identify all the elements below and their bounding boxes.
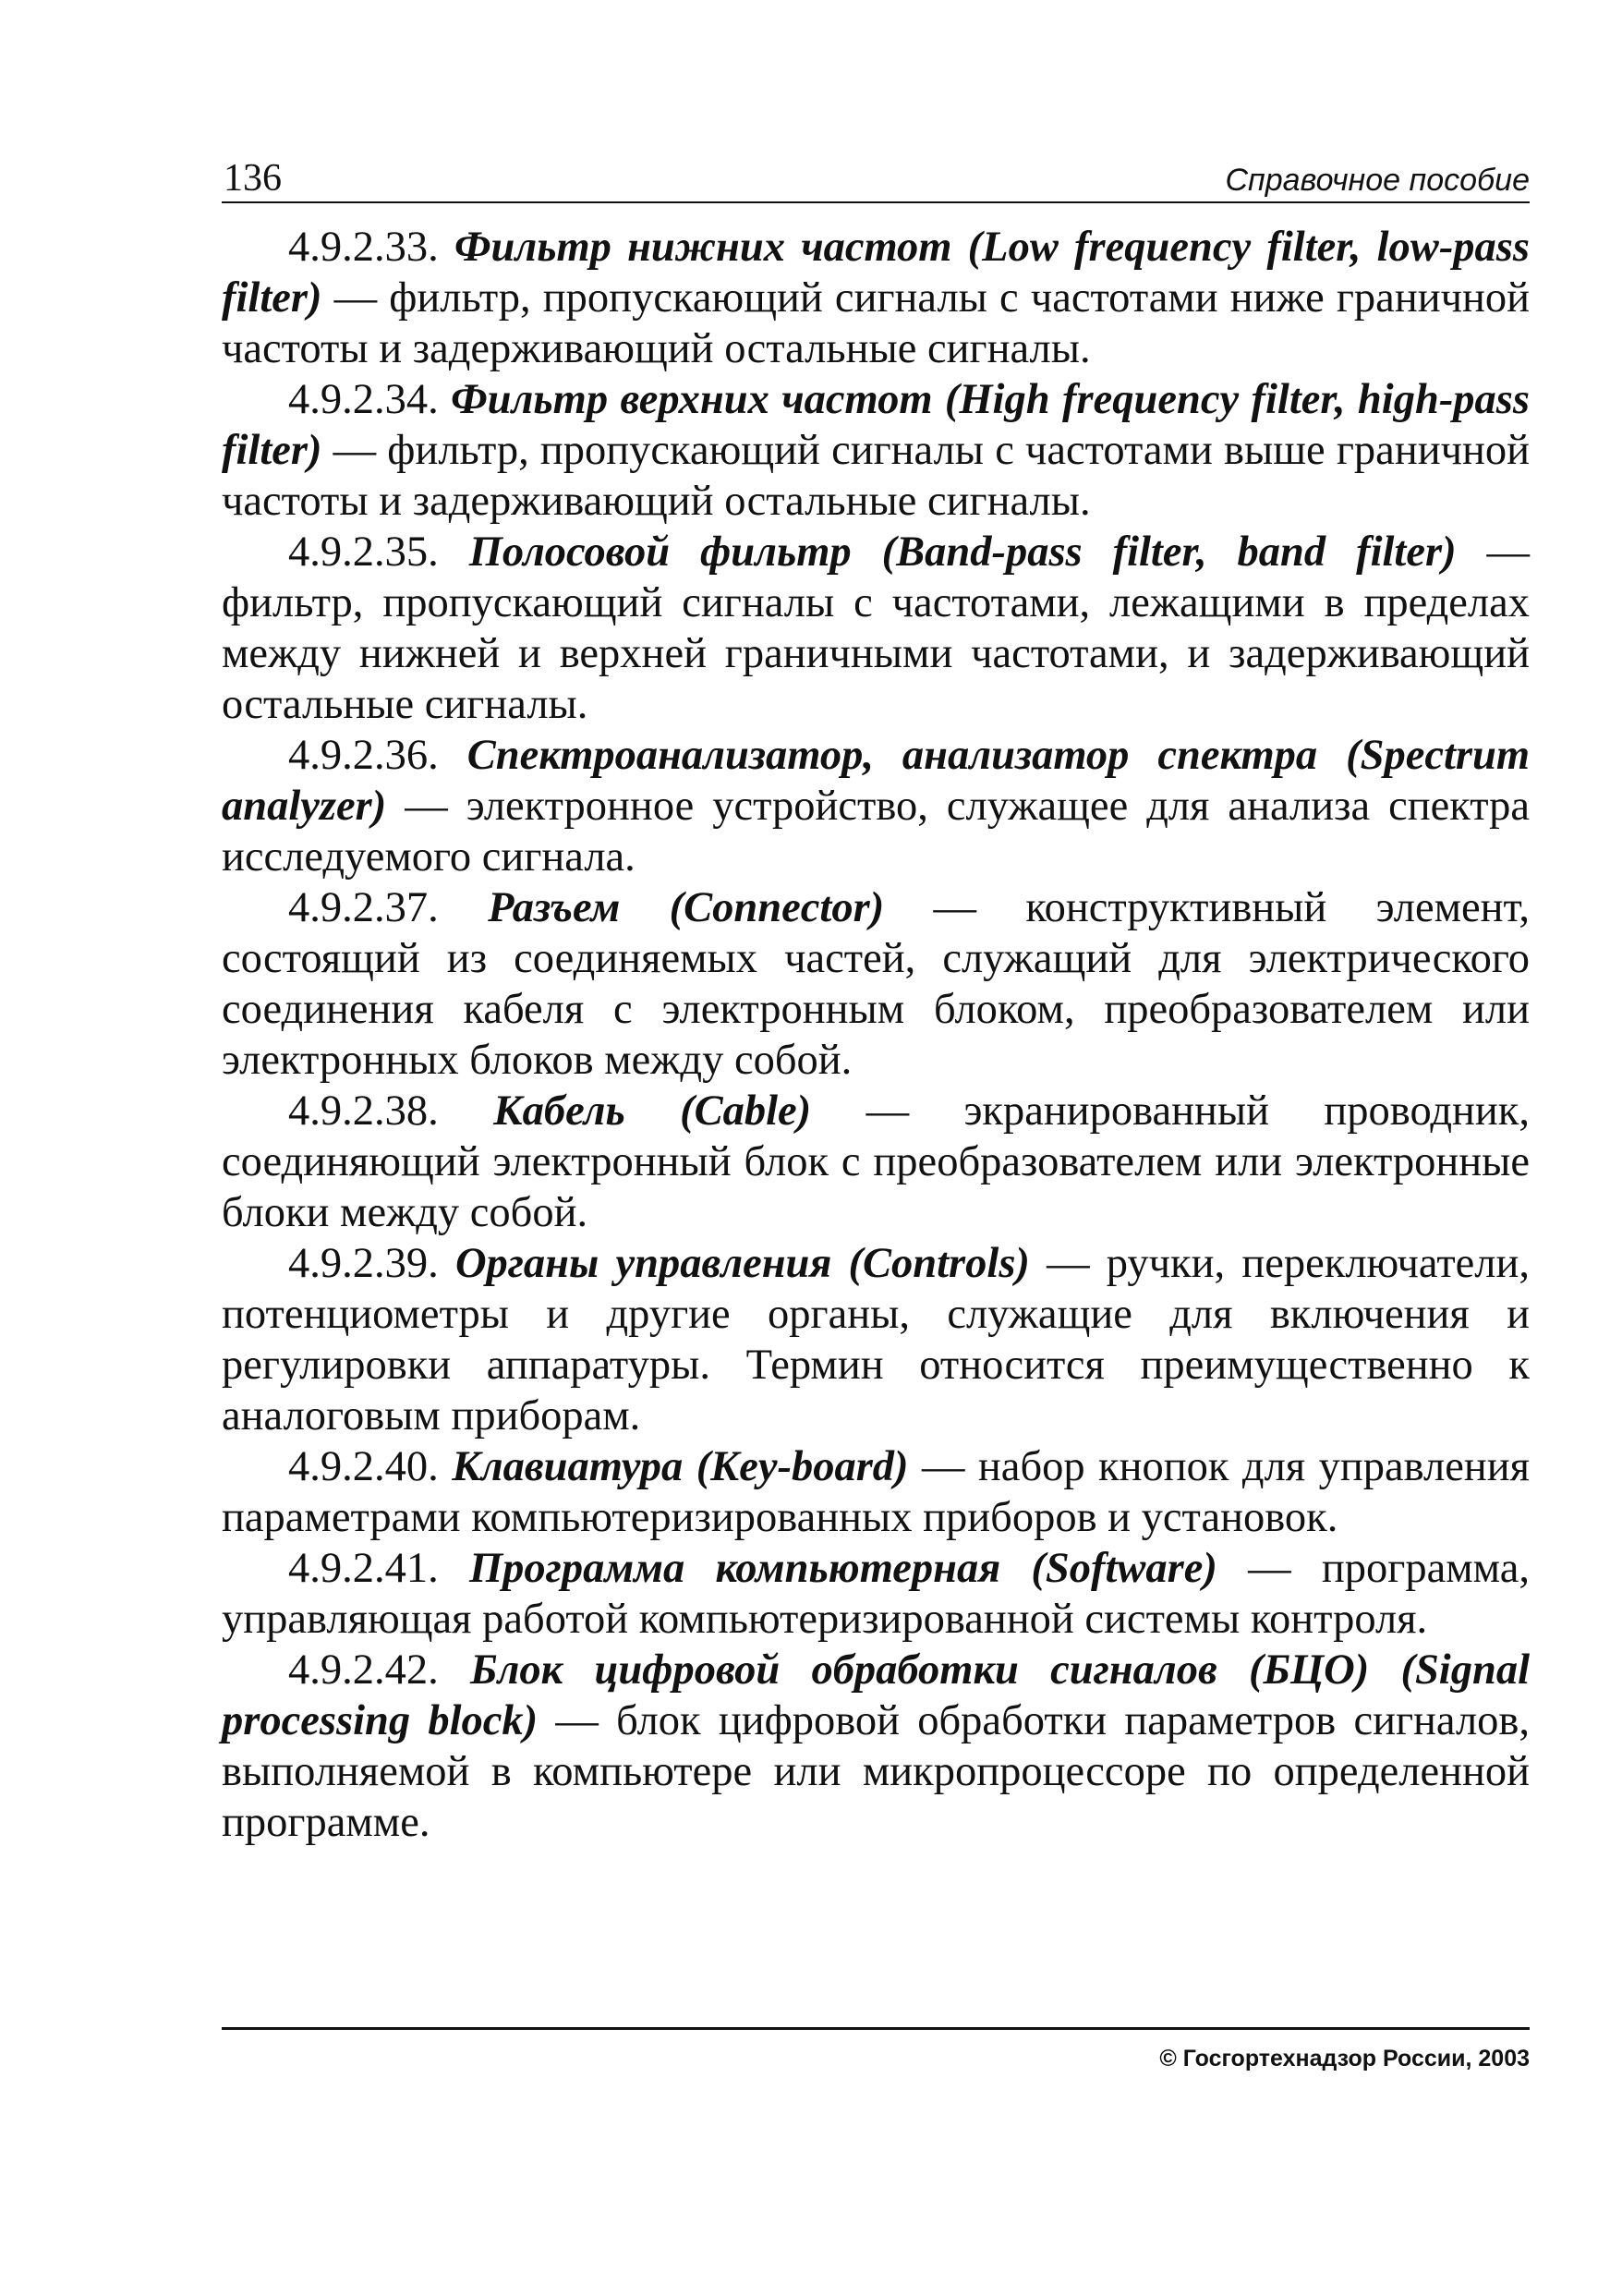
glossary-entry — [222, 1645, 1530, 1848]
entry-number: 4.9.2.35. — [288, 528, 439, 576]
entry-term: Разъем (Connector) — [488, 884, 885, 931]
glossary-entry — [222, 730, 1530, 882]
entry-term: Органы управления (Controls) — [454, 1240, 1030, 1287]
entry-term: Блок цифровой обработки сигналов (БЦО) (Signal processing block) — [222, 1646, 1531, 1744]
entry-definition: — конструктивный элемент, состоящий из соединяемых частей, служащий для электрического соединения кабеля с электронным блоком, преобразователем или электронных блоков между собой. — [222, 884, 1531, 1084]
glossary-entry — [222, 222, 1530, 374]
entry-number: 4.9.2.38. — [288, 1087, 439, 1135]
entry-number: 4.9.2.42. — [288, 1646, 439, 1694]
glossary-entry — [222, 527, 1530, 730]
glossary-entry — [222, 374, 1530, 527]
entry-number: 4.9.2.34. — [288, 376, 439, 423]
entry-definition: — фильтр, пропускающий сигналы с частотами, лежащими в пределах между нижней и верхней граничными частотами, и задерживающий остальные сигналы. — [222, 528, 1530, 728]
page-header — [222, 155, 1530, 203]
entry-definition: — ручки, переключатели, потенциометры и другие органы, служащие для включения и регулировки аппаратуры. Термин относится преимущественно к аналоговым приборам. — [222, 1240, 1531, 1440]
entry-definition: — электронное устройство, служащее для анализа спектра исследуемого сигнала. — [222, 783, 1530, 881]
entry-term: Полосовой фильтр (Band-pass filter, band filter) — [468, 528, 1457, 576]
page-number: 136 — [224, 157, 282, 200]
entry-number: 4.9.2.37. — [288, 884, 439, 931]
glossary-entry — [222, 1086, 1530, 1238]
entry-number: 4.9.2.40. — [288, 1443, 439, 1490]
entry-term: Кабель (Cable) — [493, 1087, 812, 1135]
entry-term: Клавиатура (Key-board) — [452, 1443, 909, 1490]
entry-number: 4.9.2.39. — [288, 1240, 439, 1287]
entry-term: Фильтр верхних частот (High frequency filter, high-pass filter) — [222, 376, 1531, 474]
entry-definition: — набор кнопок для управления параметрами компьютеризированных приборов и установок. — [222, 1443, 1530, 1541]
entry-number: 4.9.2.36. — [288, 732, 439, 779]
footer-divider — [222, 2027, 1530, 2030]
glossary-entries — [222, 222, 1530, 1848]
entry-definition: — блок цифровой обработки параметров сигналов, выполняемой в компьютере или микропроцессоре по определенной программе. — [222, 1697, 1531, 1846]
entry-definition: — фильтр, пропускающий сигналы с частотами выше граничной частоты и задерживающий остальные сигналы. — [222, 427, 1530, 525]
glossary-entry — [222, 1543, 1530, 1645]
entry-term: Программа компьютерная (Software) — [468, 1545, 1217, 1592]
glossary-entry — [222, 882, 1530, 1086]
glossary-entry — [222, 1238, 1530, 1441]
glossary-entry — [222, 1441, 1530, 1543]
entry-number: 4.9.2.33. — [288, 224, 439, 271]
entry-term: Спектроанализатор, анализатор спектра (Spectrum analyzer) — [222, 732, 1531, 830]
entry-term: Фильтр нижних частот (Low frequency filter, low-pass filter) — [222, 224, 1530, 322]
copyright-notice: © Госгортехнадзор России, 2003 — [1159, 2046, 1530, 2071]
entry-definition: — фильтр, пропускающий сигналы с частотами ниже граничной частоты и задерживающий остальные сигналы. — [222, 274, 1530, 372]
entry-definition: — программа, управляющая работой компьютеризированной системы контроля. — [222, 1545, 1530, 1643]
entry-definition: — экранированный проводник, соединяющий электронный блок с преобразователем или электронные блоки между собой. — [222, 1087, 1531, 1236]
running-title: Справочное пособие — [1225, 163, 1530, 198]
entry-number: 4.9.2.41. — [288, 1545, 439, 1592]
